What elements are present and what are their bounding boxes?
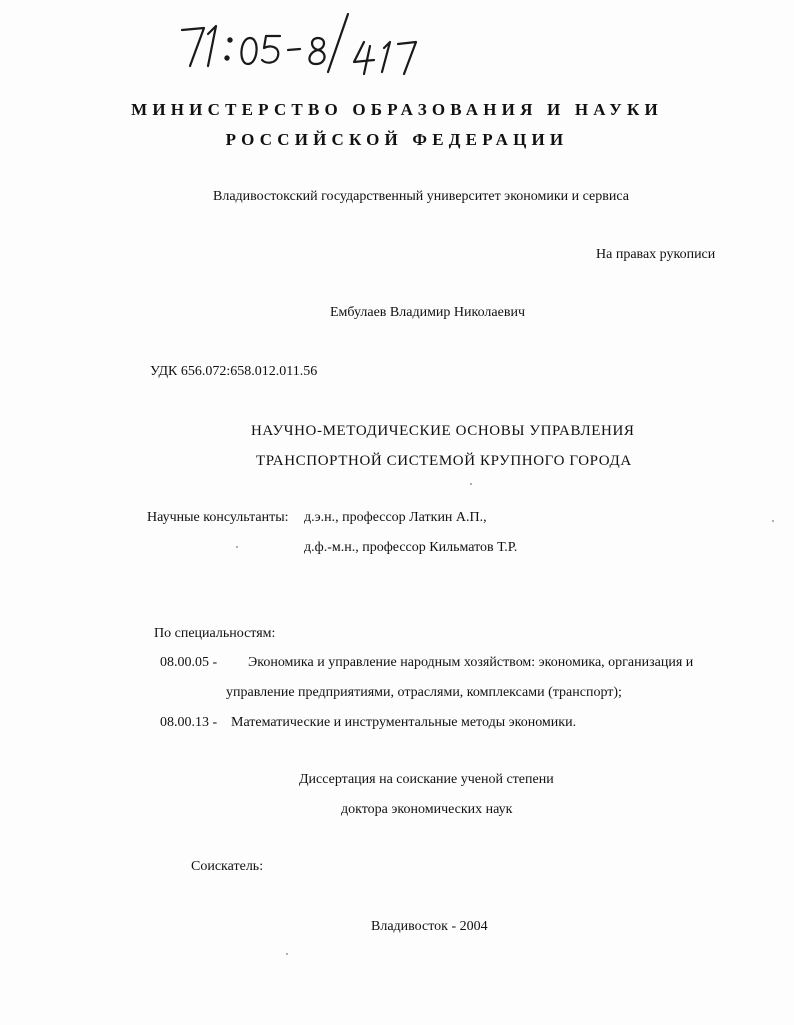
specialty-text-2: Математические и инструментальные методы экономики.	[231, 715, 577, 730]
ministry-line-1: МИНИСТЕРСТВО ОБРАЗОВАНИЯ И НАУКИ	[131, 100, 663, 119]
udk-code: УДК 656.072:658.012.011.56	[150, 364, 318, 379]
university-name: Владивостокский государственный университет экономики и сервиса	[213, 189, 629, 204]
ministry-line-2: РОССИЙСКОЙ ФЕДЕРАЦИИ	[225, 130, 569, 149]
author-name: Ембулаев Владимир Николаевич	[330, 305, 525, 320]
specialty-text-1a: Экономика и управление народным хозяйством: экономика, организация и	[248, 655, 694, 670]
specialty-text-1b: управление предприятиями, отраслями, комплексами (транспорт);	[226, 685, 622, 700]
specialty-code-2: 08.00.13 -	[160, 715, 218, 730]
place-year: Владивосток - 2004	[371, 919, 488, 934]
consultant-second: д.ф.-м.н., профессор Кильматов Т.Р.	[304, 540, 518, 555]
consultant-first: д.э.н., профессор Латкин А.П.,	[304, 510, 487, 525]
manuscript-note: На правах рукописи	[596, 247, 716, 262]
scan-speck	[236, 546, 238, 548]
applicant-label: Соискатель:	[191, 859, 264, 874]
specialty-code-1: 08.00.05 -	[160, 655, 218, 670]
scan-speck	[772, 520, 774, 522]
consultants-label: Научные консультанты:	[147, 510, 289, 525]
title-line-1: НАУЧНО-МЕТОДИЧЕСКИЕ ОСНОВЫ УПРАВЛЕНИЯ	[251, 423, 635, 439]
handwritten-archive-code	[178, 8, 448, 78]
title-line-2: ТРАНСПОРТНОЙ СИСТЕМОЙ КРУПНОГО ГОРОДА	[256, 453, 632, 469]
dissertation-line-1: Диссертация на соискание ученой степени	[299, 772, 554, 787]
specialties-label: По специальностям:	[154, 626, 276, 641]
dissertation-line-2: доктора экономических наук	[341, 802, 513, 817]
scan-speck	[286, 953, 288, 955]
scan-speck	[470, 483, 472, 485]
